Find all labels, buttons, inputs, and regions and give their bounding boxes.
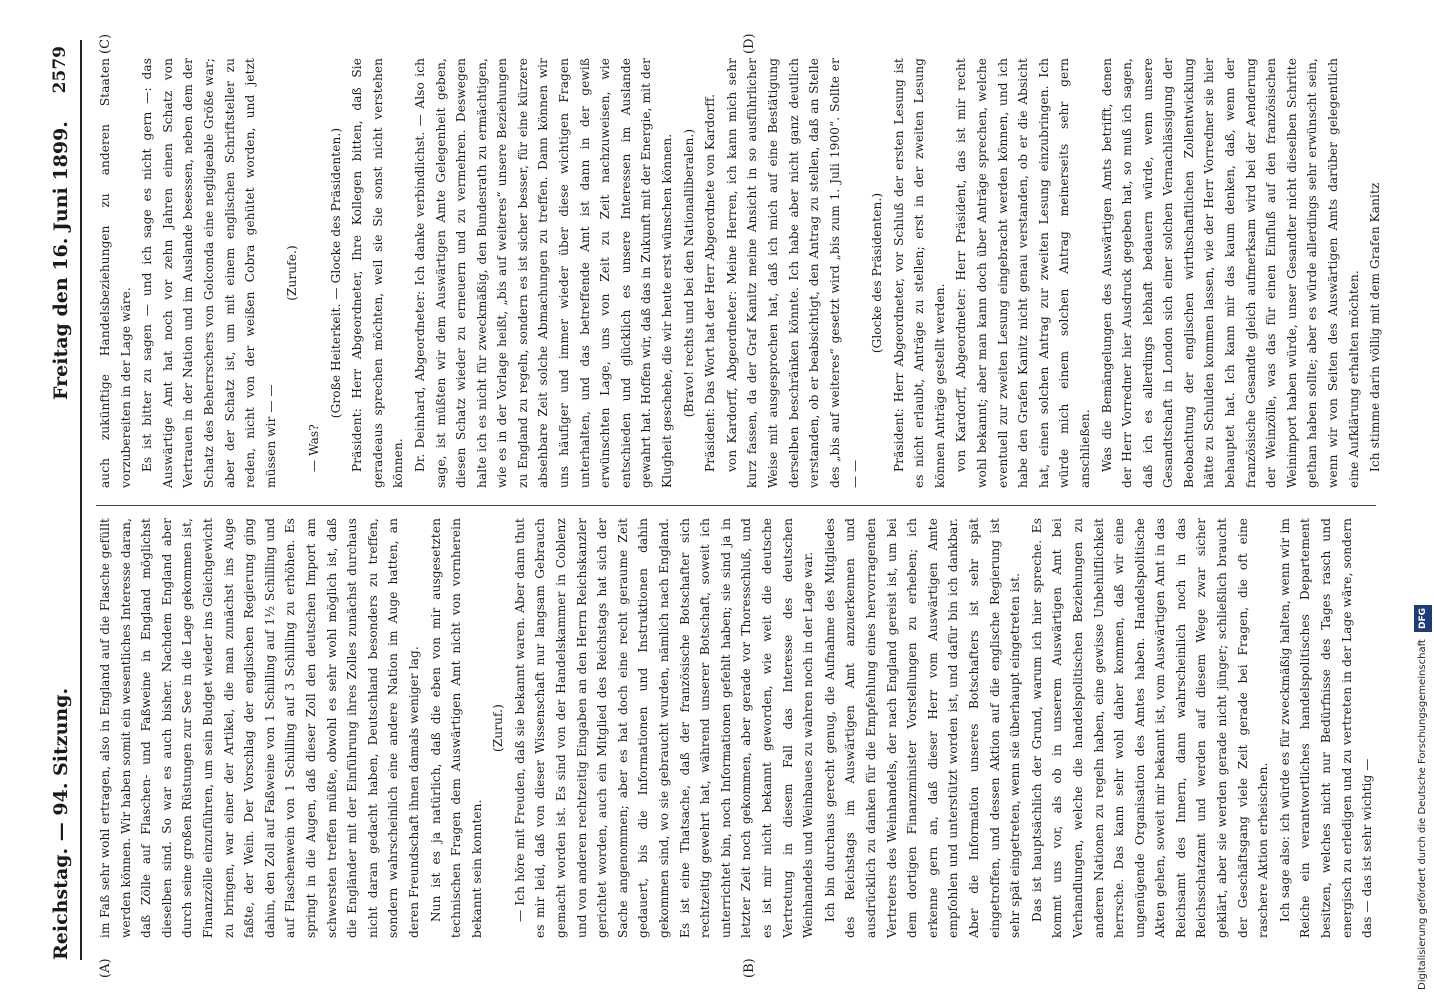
speaker-paragraph: von Kardorff, Abgeordneter: Meine Herren, ich kann mich sehr kurz fassen, da der Graf Kanitz meine Ansicht in so ausführlicher Weise mit ausgesprochen hat, daß ich mich auf eine Bestätigung derselben beschränken könnte. Ich habe aber nicht ganz deutlich verstanden, ob er beabsichtigt, den Antrag zu stellen, daß an Stelle des „bis auf weiteres“ gesetzt wird „bis zum 1. Juli 1900“. Sollte er — — bbox=[724, 58, 863, 488]
credit-text: Digitalisierung gefördert durch die Deutsche Forschungsgemeinschaft bbox=[1417, 639, 1428, 990]
paragraph: Ich sage also: ich würde es für zweckmäßig halten, wenn wir im Reiche ein verantwortliches handelspolitisches Departement besitzen, welches nicht nur Bedürfnisse des Tages rasch und energisch zu erledigen und zu vertreten in der Lage wäre, sondern das — das ist sehr wichtig — bbox=[1277, 518, 1375, 938]
text-column-right bbox=[95, 58, 1387, 488]
paragraph: Ich bin durchaus gerecht genug, die Aufnahme des Mitgliedes des Reichstags im Auswärtigen Amt anzuerkennen und ausdrücklich zu danken für die Empfehlung eines hervorragenden Vertreters des Weinhandels, der nach England gereist ist, um bei dem dortigen Finanzminister Vorstellungen zu erheben; ich erkenne gern an, daß dieser Herr vom Auswärtigen Amte empfohlen und unterstützt worden ist, und dafür bin ich dankbar. Aber die Information unseres Botschafters ist sehr spät eingetroffen, und dessen Aktion auf die englische Regierung ist sehr spät eingetreten, wenn sie überhaupt eingetreten ist. bbox=[822, 518, 1023, 938]
speaker-paragraph: Dr. Deinhard, Abgeordneter: Ich danke verbindlichst. — Also ich sage, ist müßten wir dem Auswärtigen Amte Gelegenheit geben, diesen Schatz wieder zu erneuern und zu vermehren. Deswegen halte ich es nicht für zweckmäßig, den Bundesrath zu ermächtigen, wie es in der Vorlage heißt, „bis auf weiteres“ unsere Beziehungen zu England zu regeln, sondern es ist sicher besser, für eine kürzere absehbare Zeit solche Abmachungen zu treffen. Dann können wir uns häufiger und immer wieder über diese wichtigen Fragen unterhalten, und das betreffende Amt ist dann in der gewiß erwünschten Lage, uns von Zeit zu Zeit nachzuweisen, wie entschieden und glücklich es unsere Interessen im Auslande gewahrt hat. Hoffen wir, daß das in Zukunft mit der Energie, mit der Klugheit geschehe, die wir heute erst wünschen können. bbox=[412, 58, 675, 488]
header-session: Reichstag. — 94. Sitzung. bbox=[50, 687, 72, 960]
paragraph: auch zukünftige Handelsbeziehungen zu anderen Staaten vorzubereiten in der Lage wäre. bbox=[98, 58, 133, 488]
paragraph: — Was? bbox=[306, 424, 321, 472]
margin-mark-c: (C) bbox=[98, 33, 113, 54]
speaker-paragraph: Präsident: Das Wort hat der Herr Abgeordnete von Kardorff. bbox=[703, 93, 718, 472]
paragraph: im Faß sehr wohl ertragen, also in England auf die Flasche gefüllt werden können. Wir haben somit ein wesentliches Interesse daran, daß Zölle auf Flaschen- und Faßweine in England möglichst dieselben sind. So war es auch bisher. Nachdem England aber durch seine großen Rüstungen zur See in die Lage gekommen ist, Finanzzölle einzuführen, um sein Budget wieder ins Gleichgewicht zu bringen, war einer der Artikel, die man zunächst ins Auge faßte, der Wein. Der Vorschlag der englischen Regierung ging dahin, den Zoll auf Faßweine von 1 Schilling auf 1½ Schilling und auf Flaschenwein von 1 Schilling auf 3 Schilling zu erhöhen. Es springt in die Augen, daß dieser Zoll den deutschen Import am schwersten treffen müßte, obwohl es sehr wohl möglich ist, daß die Engländer mit der Einführung ihres Zolles zunächst durchaus nicht daran gedacht haben, Deutschland besonders zu treffen, sondern wahrscheinlich eine andere Nation im Auge hatten, an deren Freundschaft ihnen damals weniger lag. bbox=[98, 517, 421, 938]
margin-mark-a: (A) bbox=[98, 958, 113, 978]
margin-mark-b: (B) bbox=[742, 958, 757, 978]
interjection: (Bravo! rechts und bei den Nationalliberalen.) bbox=[681, 128, 696, 418]
column-divider bbox=[96, 505, 1376, 506]
digitization-credit bbox=[1412, 6, 1432, 996]
speaker-paragraph: von Kardorff, Abgeordneter: Herr Präsident, das ist mir recht wohl bekannt; aber man kann doch über Anträge sprechen, welche eventuell zur zweiten Lesung eingebracht werden können, und ich habe den Grafen Kanitz nicht genau verstanden, ob er die Absicht hat, einen solchen Antrag zur zweiten Lesung einzubringen. Ich würde mich einem solchen Antrag meinerseits sehr gern anschließen. bbox=[954, 58, 1092, 488]
interjection: (Glocke des Präsidenten.) bbox=[869, 192, 884, 354]
header-date: Freitag den 16. Juni 1899. bbox=[50, 121, 72, 400]
page-header bbox=[40, 40, 82, 960]
dfg-logo: DFG bbox=[1414, 605, 1432, 632]
interjection: (Zurufe.) bbox=[285, 245, 300, 301]
speaker-paragraph: Präsident: Herr Abgeordneter, Ihre Kollegen bitten, daß Sie geradeaus sprechen möchten, weil sie Sie sonst nicht verstehen können. bbox=[350, 58, 406, 488]
text-column-left bbox=[95, 518, 1379, 938]
paragraph: Das ist hauptsächlich der Grund, warum ich hier spreche. Es kommt uns vor, als ob in unserem Auswärtigen Amt bei Verhandlungen, welche die handelspolitischen Beziehungen zu anderen Nationen zu regeln haben, eine gewisse Unbehilflichkeit herrsche. Das kann sehr wohl daher kommen, daß wir eine ungenügende Organisation des Amtes haben. Handelspolitische Akten gehen, soweit mir bekannt ist, vom Auswärtigen Amt in das Reichsamt des Innern, dann wahrscheinlich noch in das Reichsschatzamt und werden auf diesem Wege zwar sicher geklärt, aber sie werden gerade nicht jünger; schließlich braucht der Geschäftsgang viele Zeit gerade bei Fragen, die oft eine raschere Aktion erheischen. bbox=[1029, 518, 1271, 938]
speaker-paragraph: Präsident: Herr Abgeordneter, vor Schluß der ersten Lesung ist es nicht erlaubt, Anträge zu stellen; erst in der zweiten Lesung können Anträge gestellt werden. bbox=[891, 58, 947, 488]
paragraph: Nun ist es ja natürlich, daß die eben von mir ausgesetzten technischen Fragen dem Auswärtigen Amt nicht von vornherein bekannt sein konnten. bbox=[428, 518, 484, 938]
paragraph: Es ist bitter zu sagen — und ich sage es nicht gern —: das Auswärtige Amt hat noch vor zehn Jahren einen Schatz von Vertrauen in der Nation und im Auslande besessen, neben dem der Schatz des Beherrschers von Golconda eine negligeable Größe war; aber der Schatz ist, um mit einem englischen Schriftsteller zu reden, nicht von der weißen Cobra gehütet worden, und jetzt müssen wir — — bbox=[140, 58, 278, 488]
paragraph: Ich stimme darin völlig mit dem Grafen Kanitz bbox=[1368, 182, 1383, 472]
paragraph: Was die Bemängelungen des Auswärtigen Amts betrifft, denen der Herr Vorredner hier Ausdruck gegeben hat, so muß ich sagen, daß ich es allerdings lebhaft bedauern würde, wenn unsere Gesandtschaft in London sich einer solchen Vernachlässigung der Beobachtung der englischen wirthschaftlichen Zollentwicklung hätte zu Schulden kommen lassen, wie der Herr Vorredner sie hier behauptet hat. Ich kann mir das kaum denken, daß, wenn der französische Gesandte gleich aufmerksam wird bei der Aenderung der Weinzölle, was das für einen Einfluß auf den französischen Weinimport haben würde, unser Gesandter nicht dieselben Schritte gethan haben sollte; aber es würde allerdings sehr erwünscht sein, wenn wir von Seiten des Auswärtigen Amts darüber gelegentlich eine Aufklärung erhalten möchten. bbox=[1099, 58, 1361, 488]
page-number: 2579 bbox=[50, 46, 70, 94]
paragraph: — Ich höre mit Freuden, daß sie bekannt waren. Aber dann thut es mir leid, daß von dieser Wissenschaft nur langsam Gebrauch gemacht worden ist. Es sind von der Handelskammer in Coblenz und von anderen rechtzeitig Eingaben an den Herrn Reichskanzler gerichtet worden, auch ein Mitglied des Reichstags hat sich der Sache angenommen; aber es hat doch eine recht geraume Zeit gedauert, bis die Informationen und Instruktionen dahin gekommen sind, wo sie gebraucht wurden, nämlich nach England. Es ist eine Thatsache, daß der französische Botschafter sich rechtzeitig gewehrt hat, während unserer Botschaft, soweit ich unterrichtet bin, noch Informationen gefehlt haben; sie sind ja in letzter Zeit noch gekommen, aber gerade vor Thoresschluß, und es ist mir nicht bekannt geworden, wie weit die deutsche Vertretung in diesem Fall das Interesse des deutschen Weinhandels und Weinbaues zu wahren noch in der Lage war. bbox=[512, 518, 816, 938]
margin-mark-d: (D) bbox=[742, 33, 757, 54]
interjection: (Zuruf.) bbox=[491, 704, 506, 752]
interjection: (Große Heiterkeit. — Glocke des Präsidenten.) bbox=[328, 127, 343, 419]
